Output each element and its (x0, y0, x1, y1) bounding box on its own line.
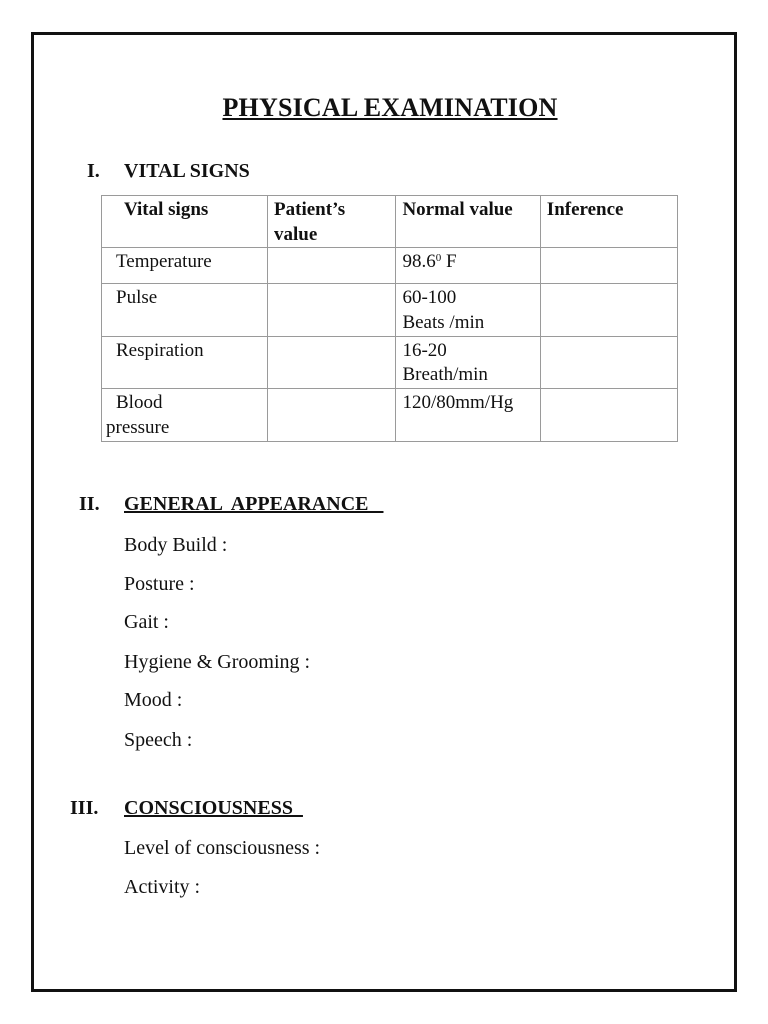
section-number-general-appearance: II. (79, 493, 100, 515)
table-cell-inference (540, 284, 677, 336)
table-cell-normal-value (396, 284, 540, 336)
sign-line1: Blood (116, 392, 163, 414)
field-hygiene-grooming: Hygiene & Grooming : (124, 651, 311, 673)
normal-value-line1: 16-20 (402, 339, 447, 361)
table-header-inference: Inference (540, 196, 677, 248)
table-header-patient-value: Patient’s value (268, 196, 396, 248)
table-header-vital-signs: Vital signs (102, 196, 268, 248)
field-body-build: Body Build : (124, 534, 228, 556)
table-cell-normal-value (396, 336, 540, 388)
degree-superscript: 0 (435, 252, 442, 265)
section-heading-general-appearance: GENERAL APPEARANCE (124, 493, 384, 515)
sign-line2: pressure (106, 416, 170, 438)
table-cell-inference (540, 336, 677, 388)
vital-signs-table (101, 195, 678, 442)
table-cell-sign: Temperature (102, 248, 268, 284)
temperature-unit: F (441, 251, 457, 273)
table-cell-sign (102, 389, 268, 441)
table-cell-patient-value (268, 336, 396, 388)
table-cell-patient-value (268, 248, 396, 284)
normal-value-line2: Breath/min (402, 364, 488, 386)
field-posture: Posture : (124, 573, 195, 595)
table-row (102, 336, 678, 388)
normal-value-line2: Beats /min (402, 312, 485, 334)
normal-value-line1: 60-100 (402, 287, 457, 309)
table-cell-sign: Pulse (102, 284, 268, 336)
table-header-row (102, 196, 678, 248)
page-title: PHYSICAL EXAMINATION (222, 93, 558, 122)
section-heading-consciousness: CONSCIOUSNESS (124, 797, 303, 819)
table-cell-normal-value: 120/80mm/Hg (396, 389, 540, 441)
field-activity: Activity : (124, 876, 201, 898)
table-cell-normal-value (396, 248, 540, 284)
field-level-of-consciousness: Level of consciousness : (124, 837, 321, 859)
table-cell-inference (540, 248, 677, 284)
table-row (102, 389, 678, 441)
temperature-value: 98.6 (402, 251, 436, 273)
field-speech: Speech : (124, 729, 193, 751)
table-row (102, 248, 678, 284)
table-cell-patient-value (268, 284, 396, 336)
table-header-normal-value: Normal value (396, 196, 540, 248)
section-number-consciousness: III. (70, 797, 99, 819)
field-mood: Mood : (124, 689, 183, 711)
section-number-vital-signs: I. (87, 160, 100, 182)
table-row (102, 284, 678, 336)
table-cell-inference (540, 389, 677, 441)
field-gait: Gait : (124, 611, 169, 633)
table-cell-sign: Respiration (102, 336, 268, 388)
section-heading-vital-signs: VITAL SIGNS (124, 160, 250, 182)
table-cell-patient-value (268, 389, 396, 441)
